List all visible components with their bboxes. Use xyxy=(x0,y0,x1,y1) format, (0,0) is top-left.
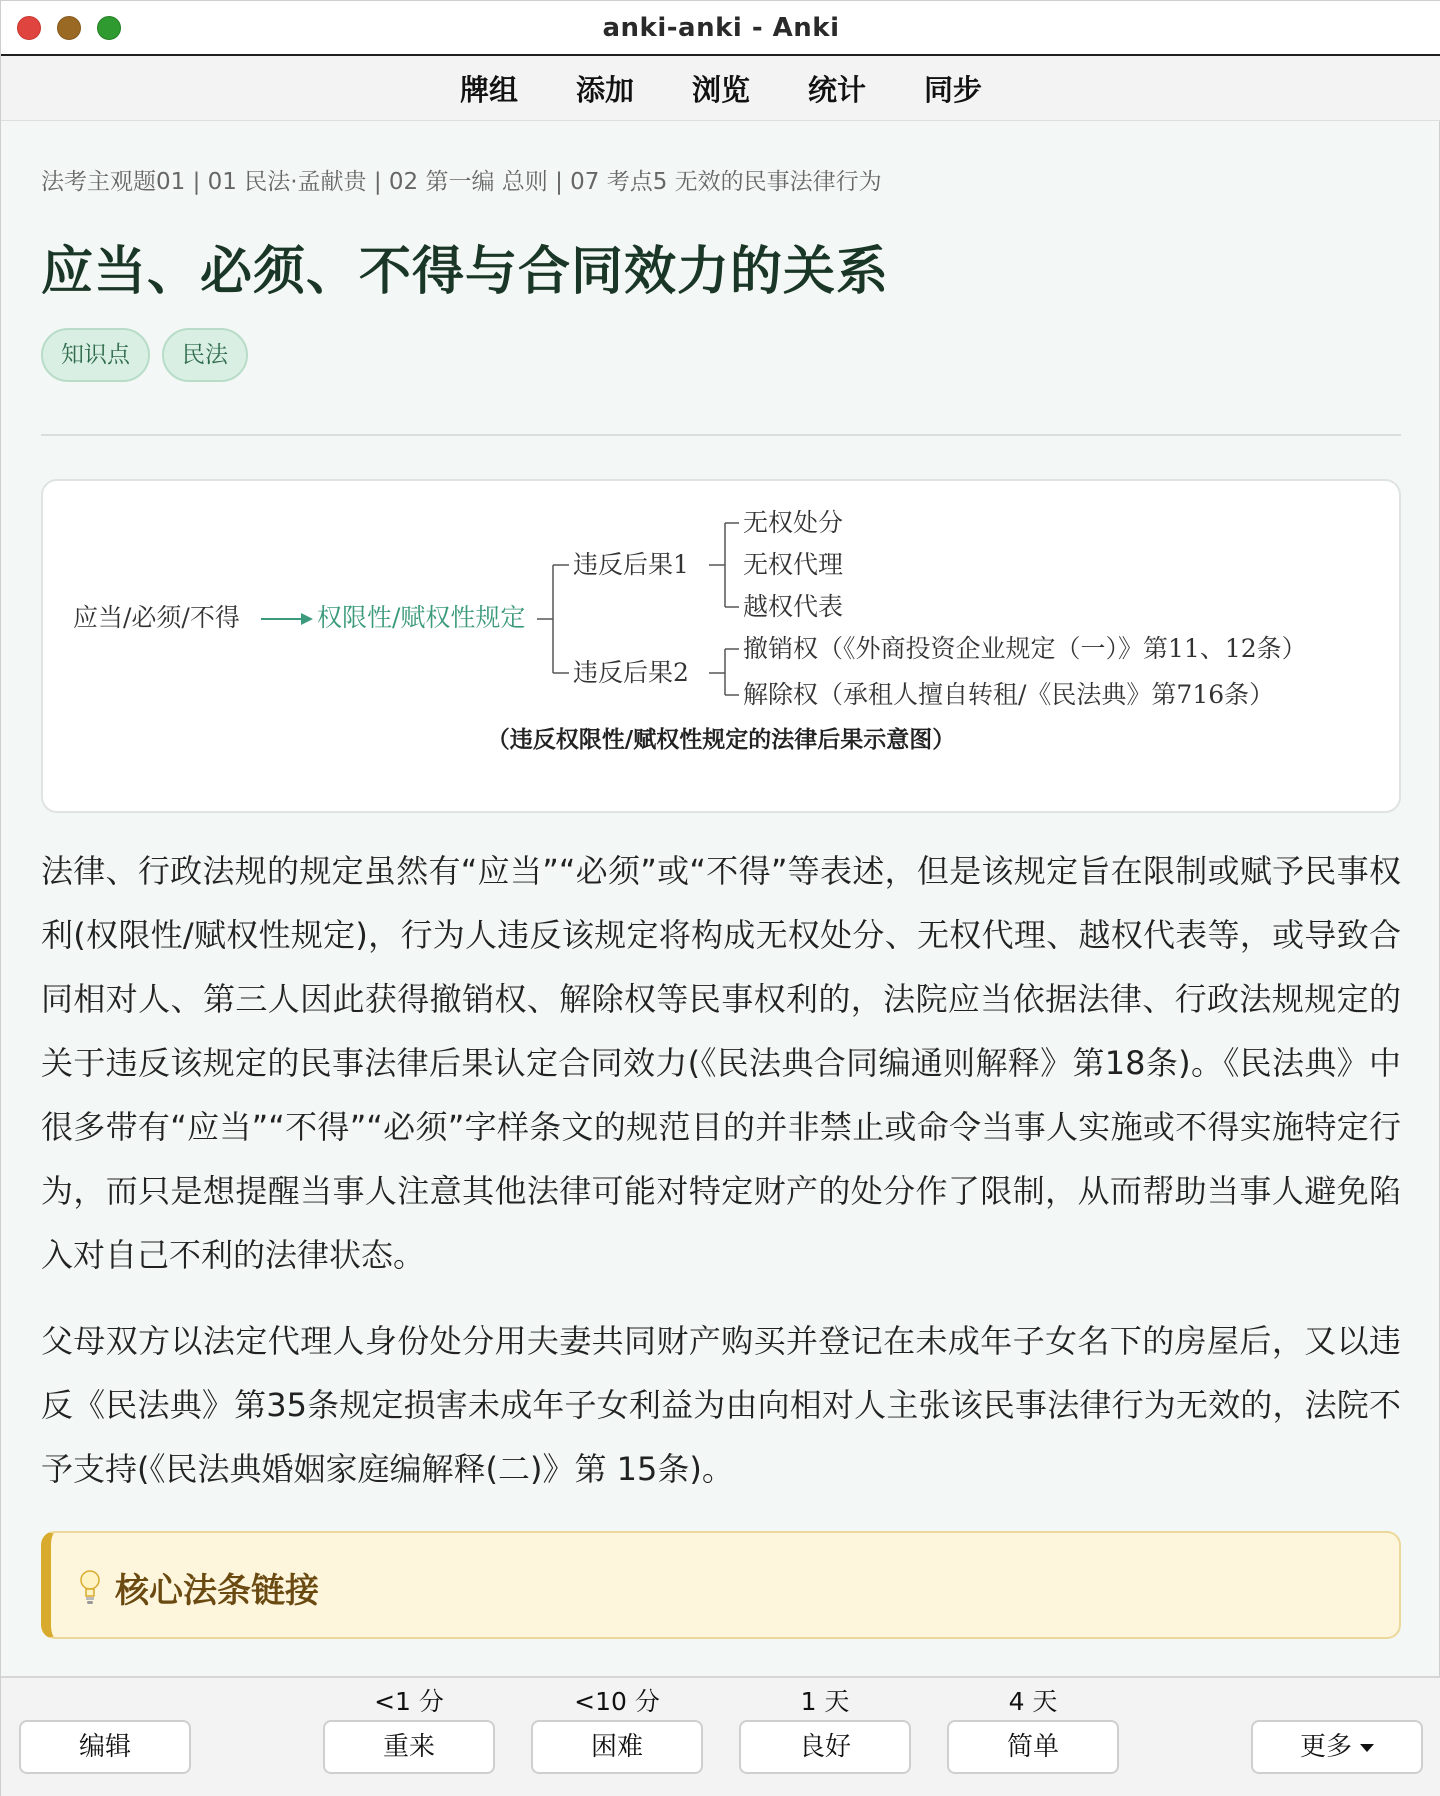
window-title: anki-anki - Anki xyxy=(602,13,840,43)
diagram-leaf2-text: 无权代理 xyxy=(743,550,844,579)
tag-civil-law: 民法 xyxy=(162,328,248,382)
good-interval: 1 天 xyxy=(800,1687,850,1716)
deck-breadcrumb: 法考主观题01 | 01 民法·孟献贵 | 02 第一编 总则 | 07 考点5 无效的民事法律行为 xyxy=(41,169,882,195)
edit-button[interactable]: 编辑 xyxy=(19,1720,191,1774)
toolbar-decks-button[interactable]: 牌组 xyxy=(459,72,518,107)
again-button[interactable]: 重来 xyxy=(323,1720,495,1774)
diagram-figure xyxy=(41,479,1401,813)
diagram-arrow-head xyxy=(301,613,313,625)
tag-list xyxy=(41,328,248,382)
consequence-diagram xyxy=(43,481,1399,811)
lightbulb-icon xyxy=(79,1567,101,1607)
answer-bar xyxy=(1,1676,1440,1796)
diagram-caption: （违反权限性/赋权性规定的法律后果示意图） xyxy=(486,727,956,753)
card-title: 应当、必须、不得与合同效力的关系 xyxy=(41,242,890,302)
callout-title: 核心法条链接 xyxy=(115,1571,319,1611)
main-toolbar xyxy=(1,56,1440,121)
diagram-leaf1-text: 无权处分 xyxy=(743,508,844,537)
diagram-branch1-text: 违反后果1 xyxy=(573,550,689,579)
chevron-down-icon xyxy=(1360,1744,1374,1752)
section-divider xyxy=(41,434,1401,436)
diagram-leaf3-text: 越权代表 xyxy=(743,592,844,621)
diagram-middle-text: 权限性/赋权性规定 xyxy=(317,603,526,632)
diagram-leaf5-text: 解除权（承租人擅自转租/《民法典》第716条） xyxy=(743,680,1275,709)
explanation-paragraph-2: 父母双方以法定代理人身份处分用夫妻共同财产购买并登记在未成年子女名下的房屋后，又以违反《民法典》第35条规定损害未成年子女利益为由向相对人主张该民事法律行为无效的，法院不予支持(《民法典婚姻家庭编解释(二)》第 15条)。 xyxy=(41,1322,1401,1488)
again-interval: <1 分 xyxy=(374,1687,444,1716)
easy-interval: 4 天 xyxy=(1008,1687,1058,1716)
hard-interval: <10 分 xyxy=(574,1687,660,1716)
core-law-callout[interactable] xyxy=(41,1531,1401,1639)
toolbar-sync-button[interactable]: 同步 xyxy=(924,72,983,107)
more-button[interactable] xyxy=(1251,1720,1423,1774)
explanation-paragraph-1: 法律、行政法规的规定虽然有“应当”“必须”或“不得”等表述，但是该规定旨在限制或赋予民事权利(权限性/赋权性规定)，行为人违反该规定将构成无权处分、无权代理、越权代表等，或导致合同相对人、第三人因此获得撤销权、解除权等民事权利的，法院应当依据法律、行政法规规定的关于违反该规定的民事法律后果认定合同效力(《民法典合同编通则解释》第18条)。《民法典》中很多带有“应当”“不得”“必须”字样条文的规范目的并非禁止或命令当事人实施或不得实施特定行为，而只是想提醒当事人注意其他法律可能对特定财产的处分作了限制，从而帮助当事人避免陷入对自己不利的法律状态。 xyxy=(41,852,1401,1274)
diagram-branch2-text: 违反后果2 xyxy=(573,658,689,687)
diagram-root-text: 应当/必须/不得 xyxy=(73,603,240,632)
tag-knowledge-point: 知识点 xyxy=(41,328,150,382)
toolbar-stats-button[interactable]: 统计 xyxy=(808,72,867,107)
diagram-leaf4-text: 撤销权（《外商投资企业规定（一）》第11、12条） xyxy=(743,634,1307,663)
hard-button[interactable]: 困难 xyxy=(531,1720,703,1774)
toolbar-add-button[interactable]: 添加 xyxy=(575,72,634,107)
good-button[interactable]: 良好 xyxy=(739,1720,911,1774)
title-bar xyxy=(1,1,1440,56)
easy-button[interactable]: 简单 xyxy=(947,1720,1119,1774)
more-button-label: 更多 xyxy=(1299,1732,1352,1762)
toolbar-browse-button[interactable]: 浏览 xyxy=(691,72,750,107)
